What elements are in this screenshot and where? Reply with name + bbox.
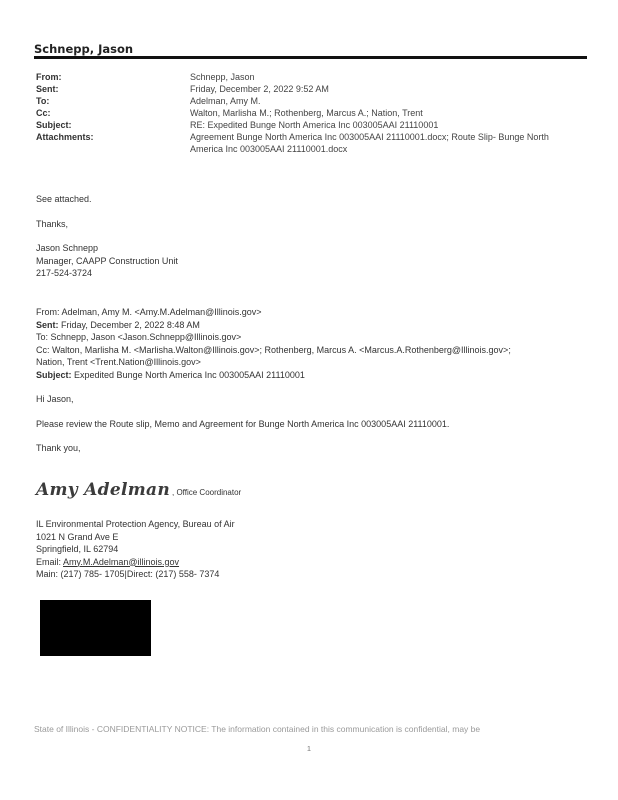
meta-value: RE: Expedited Bunge North America Inc 003005AAI 21110001 (190, 120, 439, 130)
meta-value: Adelman, Amy M. (190, 96, 261, 106)
email-metadata (36, 71, 596, 155)
meta-label: Attachments: (36, 132, 94, 142)
meta-value: Friday, December 2, 2022 9:52 AM (190, 84, 329, 94)
redaction-box (40, 600, 151, 656)
fwd-cc-value: Walton, Marlisha M. <Marlisha.Walton@Illinois.gov>; Rothenberg, Marcus A. <Marcus.A.Rothenberg@Illinois.gov>; (52, 344, 511, 355)
signature-org: IL Environmental Protection Agency, Bureau of Air (36, 519, 235, 529)
email-label: Email: (36, 556, 64, 567)
meta-row-cc (36, 107, 596, 119)
meta-label: Cc: (36, 108, 51, 118)
fwd-greeting: Hi Jason, (36, 394, 74, 404)
forwarded-message (36, 306, 596, 455)
signature-phones: Main: (217) 785- 1705|Direct: (217) 558- 7374 (36, 569, 220, 579)
fwd-sent-label: Sent: (36, 319, 59, 330)
reply-text: See attached. (36, 194, 92, 204)
meta-row-attachments (36, 131, 596, 155)
fwd-closing: Thank you, (36, 443, 81, 453)
reply-signature-phone: 217-524-3724 (36, 268, 93, 278)
fwd-body: Please review the Route slip, Memo and Agreement for Bunge North America Inc 003005AAI 21110001. (36, 418, 450, 429)
meta-row-sent (36, 83, 596, 95)
meta-label: From: (36, 72, 62, 82)
reply-body (36, 193, 178, 280)
fwd-subject-value: Expedited Bunge North America Inc 003005AAI 21110001 (74, 369, 305, 380)
fwd-to-line (36, 331, 596, 344)
reply-closing: Thanks, (36, 218, 69, 229)
meta-value: Walton, Marlisha M.; Rothenberg, Marcus A.; Nation, Trent (190, 108, 423, 118)
meta-label: Sent: (36, 84, 59, 94)
fwd-cc-label: Cc: (36, 344, 50, 355)
reply-signature-title: Manager, CAAPP Construction Unit (36, 255, 178, 266)
fwd-from-label: From: (36, 307, 60, 317)
meta-label: Subject: (36, 120, 72, 130)
fwd-cc-continuation: Nation, Trent <Trent.Nation@Illinois.gov> (36, 357, 201, 367)
signature-email-line (36, 556, 235, 569)
reply-signature-name: Jason Schnepp (36, 243, 99, 253)
mailbox-owner-name: Schnepp, Jason (34, 42, 134, 56)
meta-value: Schnepp, Jason (190, 72, 255, 82)
fwd-from-value: Adelman, Amy M. <Amy.M.Adelman@Illinois.gov> (61, 307, 262, 317)
fwd-subject-line (36, 369, 596, 382)
page-number: 1 (306, 744, 312, 753)
fwd-from-line (36, 306, 596, 319)
fwd-cc-line (36, 344, 596, 357)
attachments-list[interactable]: Agreement Bunge North America Inc 003005AAI 21110001.docx; Route Slip- Bunge North America Inc 003005AAI 21110001.docx (190, 132, 549, 154)
email-link[interactable]: Amy.M.Adelman@illinois.gov (63, 556, 180, 567)
meta-label: To: (36, 96, 50, 106)
fwd-to-label: To: (36, 332, 49, 342)
header-divider (34, 56, 587, 59)
signature-address-line1: 1021 N Grand Ave E (36, 531, 119, 542)
sender-contact-block (36, 518, 235, 581)
meta-row-to (36, 95, 596, 107)
fwd-subject-label: Subject: (36, 369, 72, 380)
meta-row-subject (36, 119, 596, 131)
signature-address-line2: Springfield, IL 62794 (36, 544, 119, 554)
meta-row-from (36, 71, 596, 83)
sender-signature (36, 480, 241, 500)
fwd-sent-value: Friday, December 2, 2022 8:48 AM (61, 319, 200, 330)
signature-script-name: Amy Adelman (36, 480, 170, 500)
signature-title: , Office Coordinator (172, 488, 242, 497)
fwd-sent-line (36, 319, 596, 332)
fwd-to-value: Schnepp, Jason <Jason.Schnepp@Illinois.gov> (50, 332, 242, 342)
confidentiality-notice: State of Illinois - CONFIDENTIALITY NOTICE: The information contained in this communication is confidential, may be (34, 724, 481, 734)
